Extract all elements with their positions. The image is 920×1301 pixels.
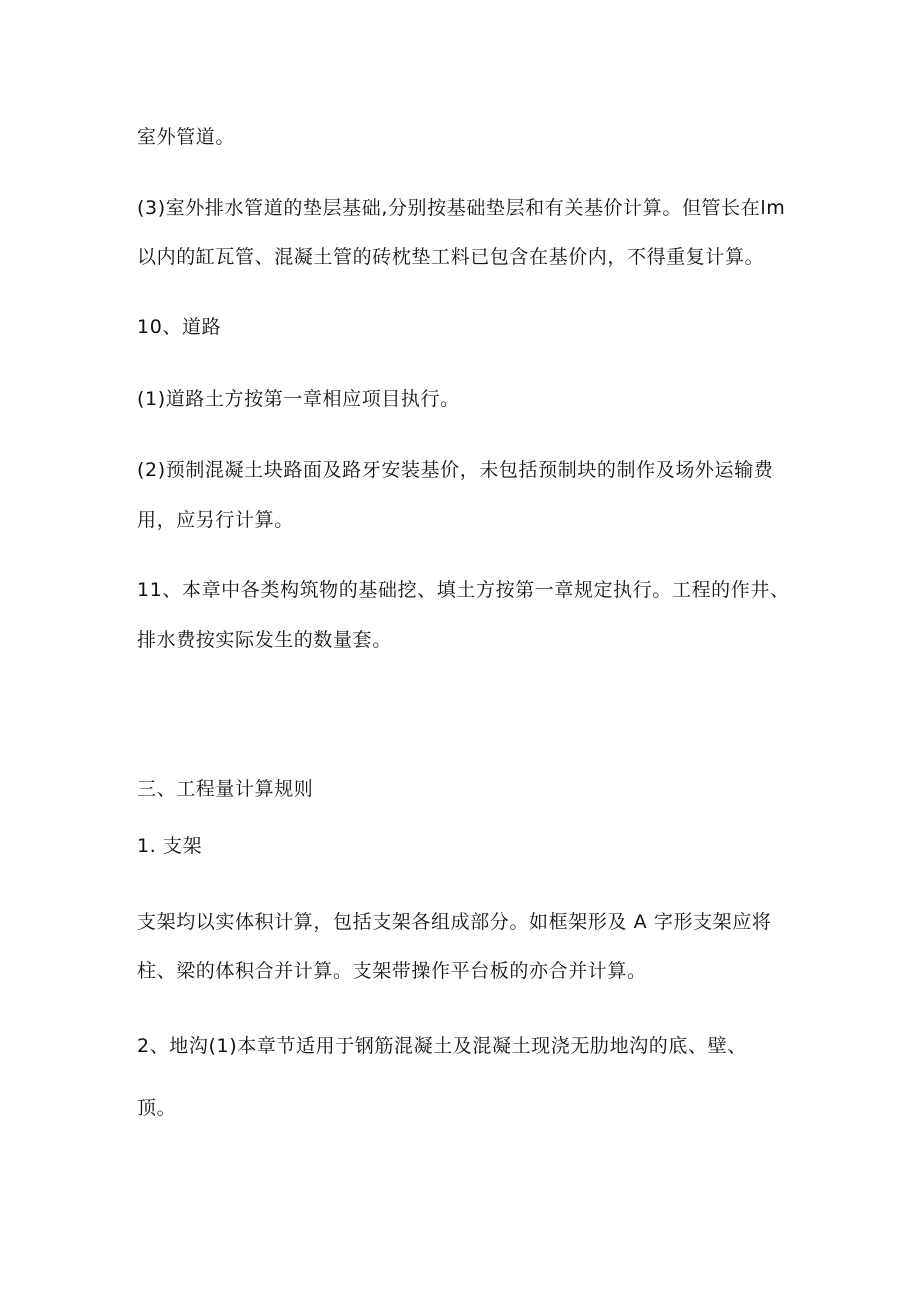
text-line-outdoor-pipes: 室外管道。 xyxy=(137,126,236,148)
text-line-roads-item-1: (1)道路土方按第一章相应项目执行。 xyxy=(137,388,460,410)
text-line-item-3-continued: 以内的缸瓦管、混凝土管的砖枕垫工料已包含在基价内，不得重复计算。 xyxy=(137,246,765,268)
text-line-item-11: 11、本章中各类构筑物的基础挖、填土方按第一章规定执行。工程的作井、 xyxy=(137,579,790,601)
subheading-supports: 1. 支架 xyxy=(137,835,203,857)
text-line-supports: 支架均以实体积计算，包括支架各组成部分。如框架形及 A 字形支架应将 xyxy=(137,911,772,933)
text-line-trenches-continued: 顶。 xyxy=(137,1097,177,1119)
text-line-trenches: 2、地沟(1)本章节适用于钢筋混凝土及混凝土现浇无肋地沟的底、壁、 xyxy=(137,1035,747,1057)
text-line-supports-continued: 柱、梁的体积合并计算。支架带操作平台板的亦合并计算。 xyxy=(137,960,647,982)
text-line-item-11-continued: 排水费按实际发生的数量套。 xyxy=(137,629,392,651)
text-line-roads-item-2: (2)预制混凝土块路面及路牙安装基价，未包括预制块的制作及场外运输费 xyxy=(137,459,774,481)
section-heading-roads: 10、道路 xyxy=(137,316,222,338)
text-line-roads-item-2-continued: 用，应另行计算。 xyxy=(137,509,294,531)
text-line-item-3-bedding: (3)室外排水管道的垫层基础,分别按基础垫层和有关基价计算。但管长在lm xyxy=(137,197,786,219)
section-heading-quantity-rules: 三、工程量计算规则 xyxy=(137,778,314,800)
